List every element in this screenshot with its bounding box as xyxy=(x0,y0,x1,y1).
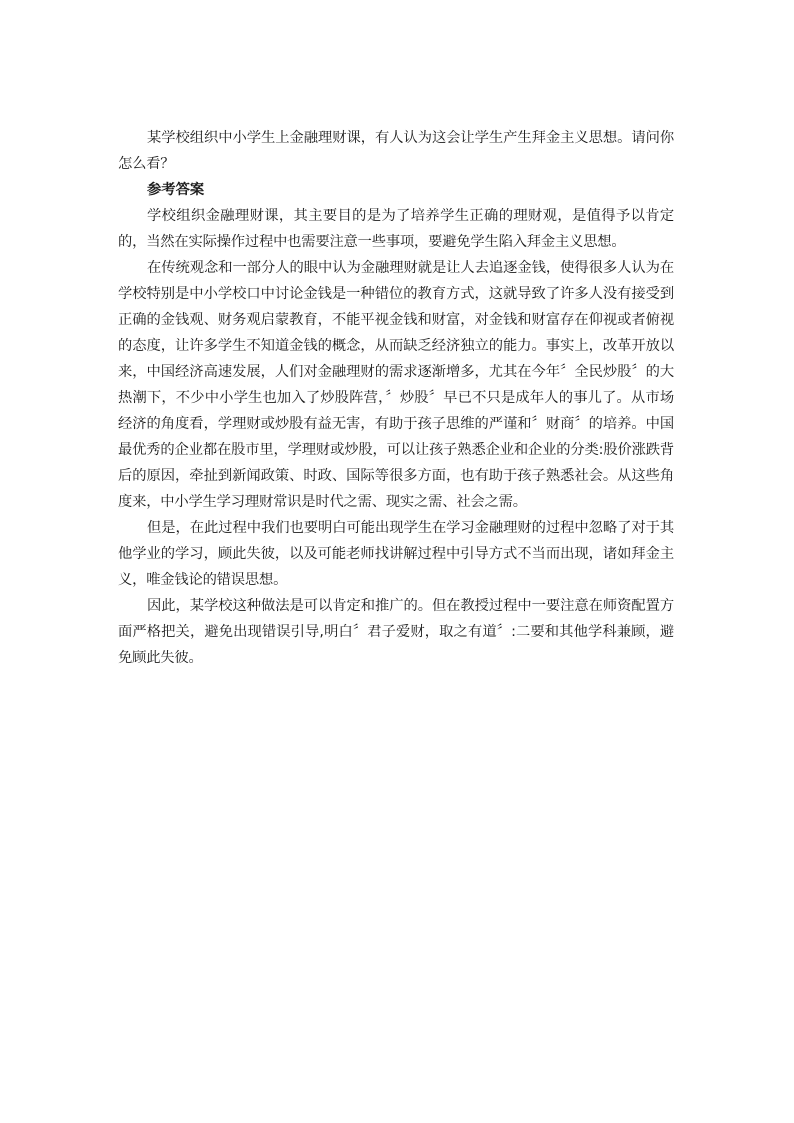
answer-heading: 参考答案 xyxy=(147,182,205,198)
question-paragraph: 某学校组织中小学生上金融理财课，有人认为这会让学生产生拜金主义思想。请问你怎么看？ xyxy=(118,130,674,172)
answer-paragraph-3: 但是，在此过程中我们也要明白可能出现学生在学习金融理财的过程中忽略了对于其他学业的学习，顾此失彼，以及可能老师找讲解过程中引导方式不当而出现，诸如拜金主义，唯金钱论的错误思想。 xyxy=(118,520,674,588)
answer-paragraph-1: 学校组织金融理财课，其主要目的是为了培养学生正确的理财观，是值得予以肯定的，当然在实际操作过程中也需要注意一些事项，要避免学生陷入拜金主义思想。 xyxy=(118,208,674,250)
document-body xyxy=(118,125,674,671)
answer-paragraph-4: 因此，某学校这种做法是可以肯定和推广的。但在教授过程中一要注意在师资配置方面严格把关，避免出现错误引导,明白〞君子爱财，取之有道〞:二要和其他学科兼顾，避免顾此失彼。 xyxy=(118,598,674,666)
answer-paragraph-2: 在传统观念和一部分人的眼中认为金融理财就是让人去追逐金钱，使得很多人认为在学校特别是中小学校口中讨论金钱是一种错位的教育方式，这就导致了许多人没有接受到正确的金钱观、财务观启蒙教育，不能平视金钱和财富，对金钱和财富存在仰视或者俯视的态度，让许多学生不知道金钱的概念，从而缺乏经济独立的能力。事实上，改革开放以来，中国经济高速发展，人们对金融理财的需求逐渐增多，尤其在今年〞全民炒股〞的大热潮下，不少中小学生也加入了炒股阵营，〞炒股〞早已不只是成年人的事儿了。从市场经济的角度看，学理财或炒股有益无害，有助于孩子思维的严谨和〞财商〞的培养。中国最优秀的企业都在股市里，学理财或炒股，可以让孩子熟悉企业和企业的分类:股价涨跌背后的原因，牵扯到新闻政策、时政、国际等很多方面，也有助于孩子熟悉社会。从这些角度来，中小学生学习理财常识是时代之需、现实之需、社会之需。 xyxy=(118,260,674,510)
